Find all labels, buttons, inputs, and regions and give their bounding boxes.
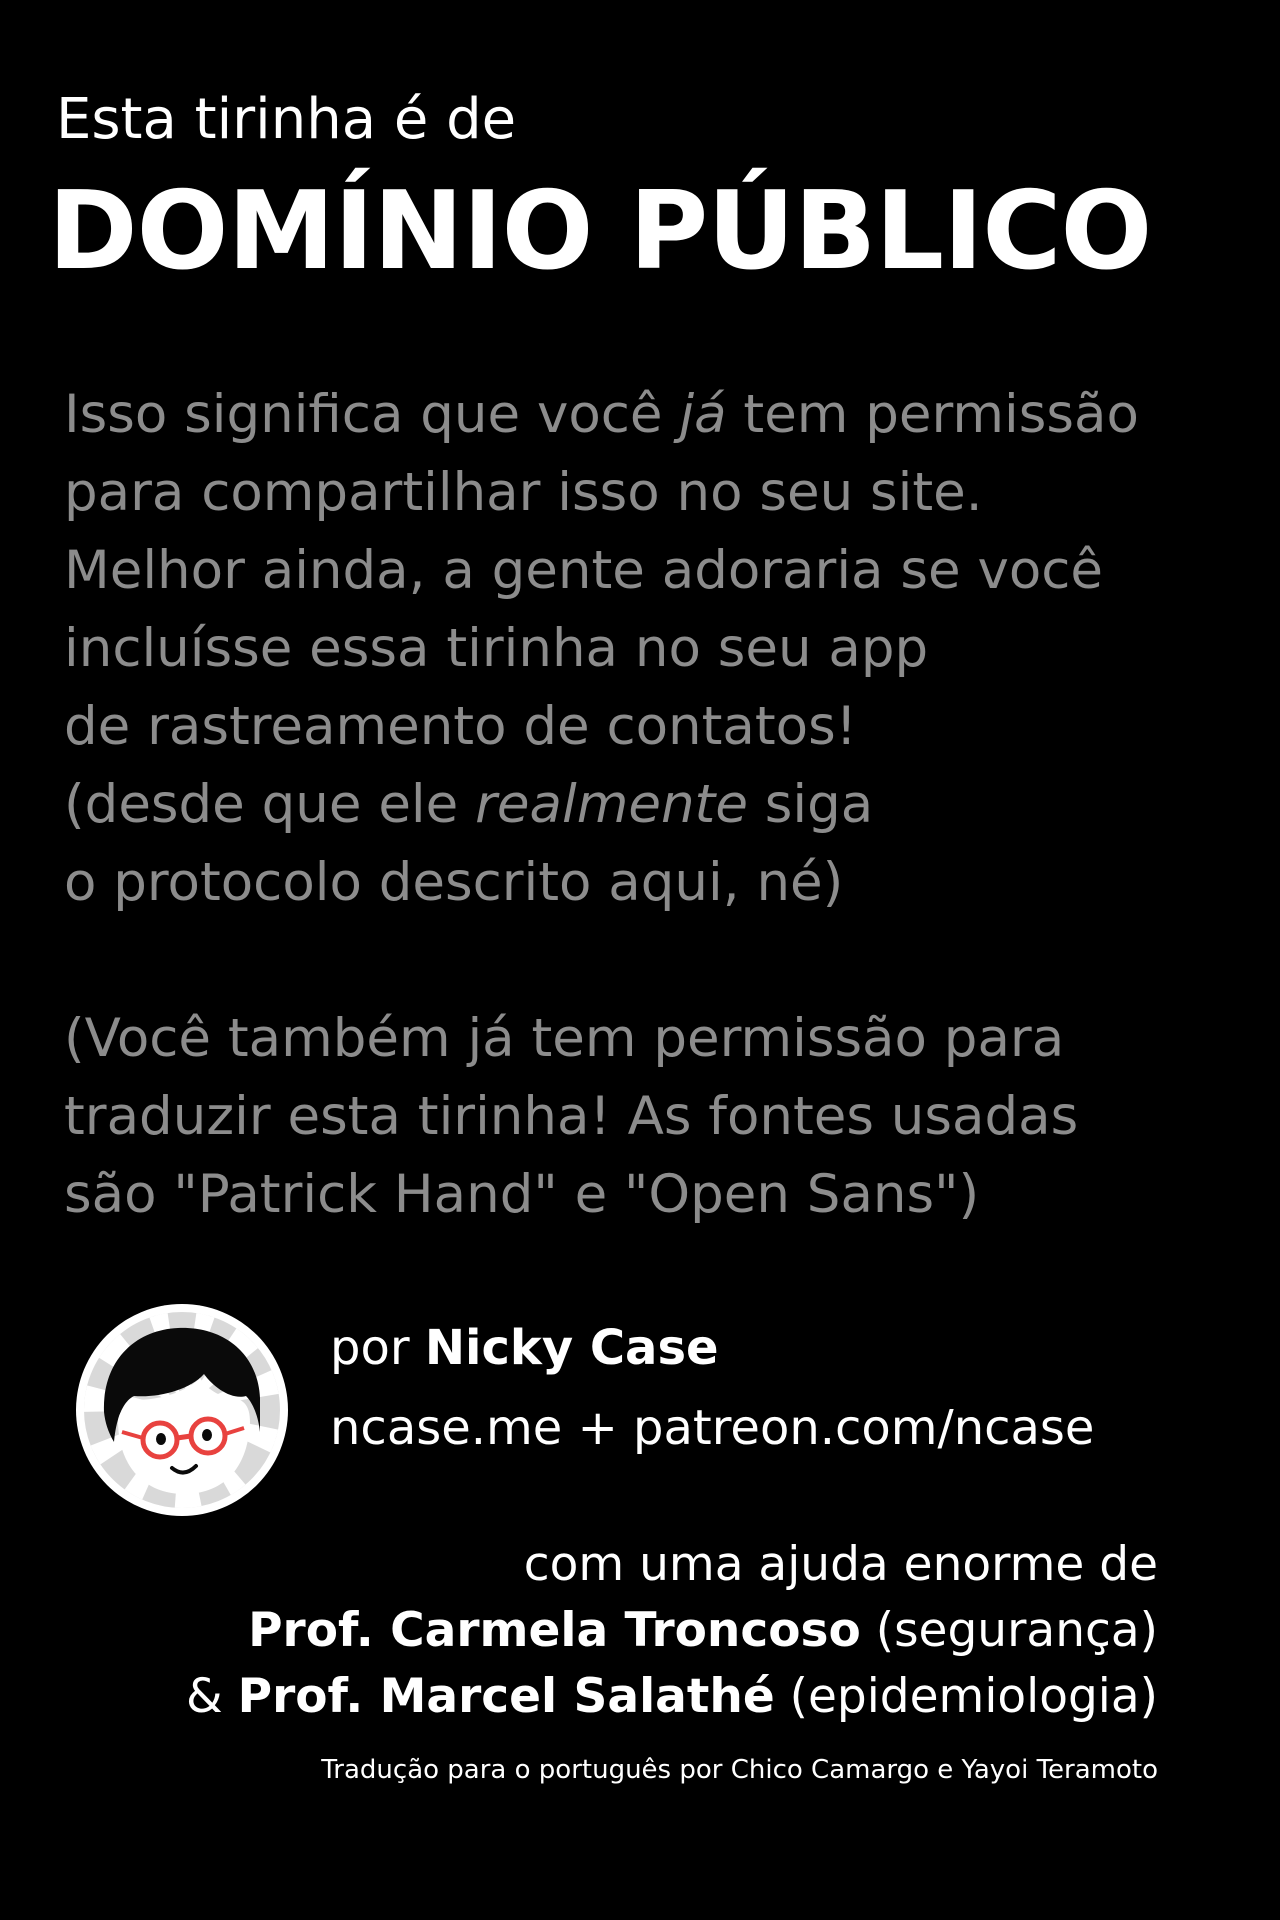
help-person-2: & Prof. Marcel Salathé (epidemiologia) — [186, 1669, 1158, 1724]
body-line-8: (Você também já tem permissão para — [64, 1008, 1065, 1069]
body-line-5: de rastreamento de contatos! — [64, 696, 857, 757]
body-line-6: (desde que ele realmente siga — [64, 774, 874, 835]
nicky-case-avatar-icon — [74, 1302, 290, 1518]
body-line-4: incluísse essa tirinha no seu app — [64, 618, 929, 679]
body-line-1: Isso significa que você já tem permissão — [64, 384, 1139, 445]
permission-body — [64, 376, 1244, 1234]
help-intro: com uma ajuda enorme de — [523, 1537, 1158, 1592]
help-person-1: Prof. Carmela Troncoso (segurança) — [248, 1603, 1158, 1658]
body-line-10: são "Patrick Hand" e "Open Sans") — [64, 1164, 980, 1225]
headline-public-domain: DOMÍNIO PÚBLICO — [48, 169, 1152, 294]
intro-text: Esta tirinha é de — [56, 87, 517, 152]
paragraph-gap — [64, 922, 1244, 1000]
body-line-9: traduzir esta tirinha! As fontes usadas — [64, 1086, 1079, 1147]
body-line-2: para compartilhar isso no seu site. — [64, 462, 983, 523]
translation-credit: Tradução para o português por Chico Camargo e Yayoi Teramoto — [321, 1755, 1158, 1785]
author-name: Nicky Case — [424, 1320, 719, 1376]
author-line: por Nicky Case — [330, 1320, 719, 1376]
author-credit — [330, 1308, 1094, 1468]
author-links: ncase.me + patreon.com/ncase — [330, 1400, 1095, 1456]
help-credits — [186, 1532, 1158, 1730]
body-line-3: Melhor ainda, a gente adoraria se você — [64, 540, 1103, 601]
body-line-7: o protocolo descrito aqui, né) — [64, 852, 844, 913]
